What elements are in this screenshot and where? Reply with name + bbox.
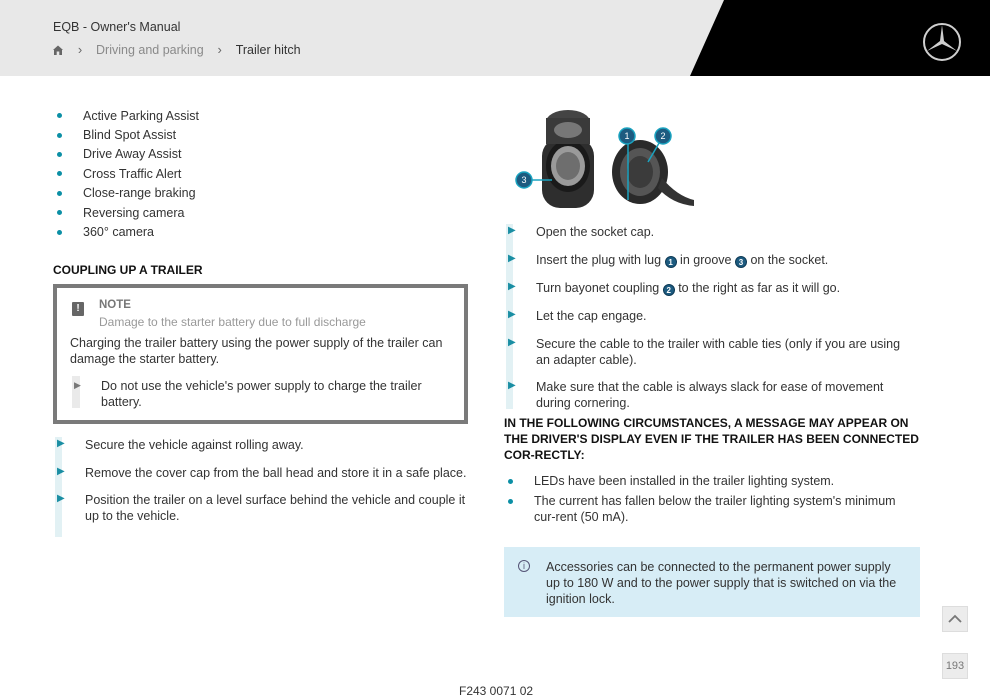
step-arrow-icon: ▶	[74, 380, 81, 390]
info-box	[504, 547, 920, 617]
figure-caption: F243 0071 02	[459, 684, 534, 698]
note-label: NOTE	[99, 299, 131, 311]
step-arrow-icon: ▶	[508, 337, 516, 348]
step-arrow-icon: ▶	[57, 466, 65, 477]
step-arrow-icon: ▶	[508, 253, 516, 264]
bullet-dot	[508, 479, 513, 484]
section-heading-coupling: COUPLING UP A TRAILER	[53, 263, 203, 277]
step-item: ▶ Insert the plug with lug 1 in groove 3 on the socket.	[508, 253, 829, 267]
info-icon: i	[518, 560, 530, 572]
step-item: ▶ Make sure that the cable is always slack for ease of movement during cornering.	[508, 380, 884, 410]
circumstances-list	[508, 473, 918, 525]
list-item: 360° camera	[57, 222, 199, 241]
callout-badge-1: 1	[665, 256, 677, 268]
step-item: ▶ Position the trailer on a level surface behind the vehicle and couple it up to the vehicle.	[57, 493, 466, 523]
step-arrow-icon: ▶	[57, 438, 65, 449]
trailer-socket-figure	[512, 108, 702, 212]
mercedes-star-logo	[922, 22, 962, 62]
bullet-dot	[508, 499, 513, 504]
page-number-badge[interactable]: 193	[942, 653, 968, 679]
bullet-dot	[57, 191, 62, 196]
step-arrow-icon: ▶	[508, 380, 516, 391]
breadcrumb-trailer-hitch: Trailer hitch	[235, 42, 301, 57]
callout-1: 1	[624, 131, 630, 141]
section-heading-circumstances: IN THE FOLLOWING CIRCUMSTANCES, A MESSAGE MAY APPEAR ON THE DRIVER'S DISPLAY EVEN IF THE TRAILER HAS BEEN CONNECTED COR-RECTLY:	[504, 416, 919, 462]
chevron-right-icon: ›	[217, 42, 222, 57]
manual-title: EQB - Owner's Manual	[53, 20, 181, 34]
callout-2: 2	[660, 131, 666, 141]
list-item: Cross Traffic Alert	[57, 164, 199, 183]
socket-steps	[506, 224, 926, 409]
step-arrow-icon: ▶	[57, 493, 65, 504]
breadcrumb	[52, 42, 301, 57]
list-item: Active Parking Assist	[57, 106, 199, 125]
warning-icon: !	[72, 302, 84, 316]
bullet-dot	[57, 133, 62, 138]
step-item: ▶ Turn bayonet coupling 2 to the right as far as it will go.	[508, 281, 841, 295]
bullet-dot	[57, 171, 62, 176]
header-bar	[0, 0, 990, 76]
callout-3: 3	[521, 175, 527, 185]
step-item: ▶ Open the socket cap.	[508, 225, 655, 239]
list-item: Close-range braking	[57, 184, 199, 203]
list-item: Drive Away Assist	[57, 145, 199, 164]
note-step: Do not use the vehicle's power supply to charge the trailer battery.	[101, 379, 422, 409]
info-text: Accessories can be connected to the permanent power supply up to 180 W and to the power supply that is switched on via the ignition lock.	[546, 560, 897, 606]
assist-systems-list	[57, 106, 199, 242]
step-arrow-icon: ▶	[508, 281, 516, 292]
list-item: The current has fallen below the trailer lighting system's minimum cur-rent (50 mA).	[508, 493, 918, 525]
chevron-up-icon	[948, 614, 962, 624]
step-item: ▶ Let the cap engage.	[508, 309, 647, 323]
step-arrow-icon: ▶	[508, 309, 516, 320]
bullet-dot	[57, 152, 62, 157]
step-item: ▶ Secure the cable to the trailer with cable ties (only if you are using an adapter cable).	[508, 337, 901, 367]
callout-badge-2: 2	[663, 284, 675, 296]
bullet-dot	[57, 230, 62, 235]
step-arrow-icon: ▶	[508, 225, 516, 236]
note-body: Charging the trailer battery using the power supply of the trailer can damage the starter battery.	[70, 336, 443, 366]
chevron-right-icon: ›	[77, 42, 83, 57]
list-item: Blind Spot Assist	[57, 125, 199, 144]
breadcrumb-driving-and-parking[interactable]: Driving and parking	[96, 42, 204, 57]
bullet-dot	[57, 113, 62, 118]
callout-badge-3: 3	[735, 256, 747, 268]
list-item: LEDs have been installed in the trailer lighting system.	[508, 473, 918, 493]
home-icon[interactable]	[52, 44, 64, 56]
list-item: Reversing camera	[57, 203, 199, 222]
step-item: ▶ Secure the vehicle against rolling away.	[57, 438, 304, 452]
note-box	[53, 284, 468, 424]
step-item: ▶ Remove the cover cap from the ball head and store it in a safe place.	[57, 466, 467, 480]
bullet-dot	[57, 210, 62, 215]
scroll-to-top-button[interactable]	[942, 606, 968, 632]
note-subtitle: Damage to the starter battery due to full discharge	[99, 315, 366, 329]
coupling-steps	[55, 437, 470, 537]
